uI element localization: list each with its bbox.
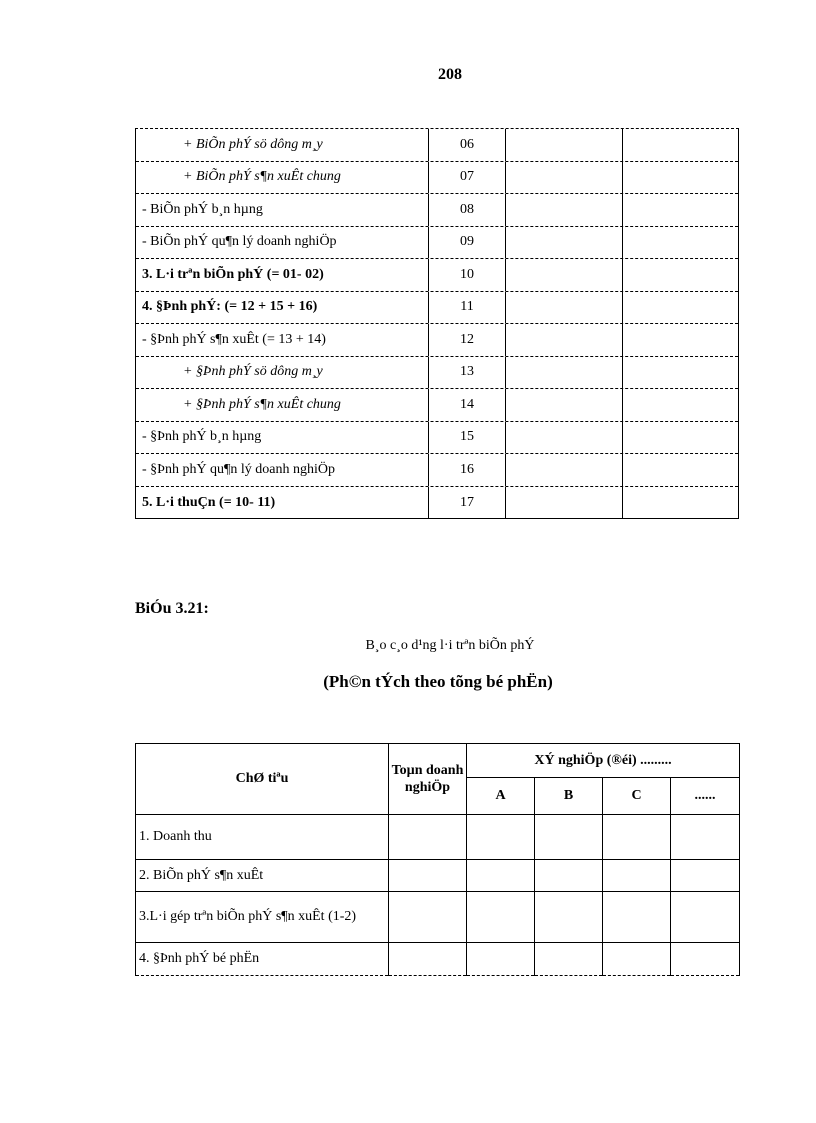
value-cell — [506, 227, 623, 259]
row-label: + §Þnh phÝ sö dông m¸y — [136, 357, 429, 389]
value-cell — [506, 129, 623, 161]
value-cell — [467, 860, 535, 892]
row-label: - §Þnh phÝ s¶n xuÊt (= 13 + 14) — [136, 324, 429, 356]
table-row — [136, 324, 738, 357]
row-code: 10 — [429, 259, 506, 291]
row-label: 3.L·i gép trªn biÕn phÝ s¶n xuÊt (1-2) — [136, 892, 389, 943]
value-cell — [623, 162, 738, 194]
row-label: - BiÕn phÝ qu¶n lý doanh nghiÖp — [136, 227, 429, 259]
table-row — [136, 487, 738, 520]
value-cell — [623, 227, 738, 259]
cost-report-table-continued — [135, 128, 739, 519]
value-cell — [603, 892, 671, 943]
value-cell — [389, 892, 467, 943]
value-cell — [623, 259, 738, 291]
row-label: 4. §Þnh phÝ bé phËn — [136, 943, 389, 976]
header-indicator: ChØ tiªu — [136, 744, 389, 815]
value-cell — [506, 422, 623, 454]
row-code: 07 — [429, 162, 506, 194]
subheader-a: A — [467, 778, 535, 815]
segment-report-table — [135, 743, 740, 976]
value-cell — [623, 292, 738, 324]
table-row — [136, 259, 738, 292]
table-row — [136, 129, 738, 162]
table-row — [136, 357, 738, 390]
value-cell — [506, 487, 623, 520]
row-code: 08 — [429, 194, 506, 226]
value-cell — [506, 324, 623, 356]
row-label: - §Þnh phÝ qu¶n lý doanh nghiÖp — [136, 454, 429, 486]
value-cell — [623, 357, 738, 389]
value-cell — [506, 259, 623, 291]
report-subtitle: (Ph©n tÝch theo tõng bé phËn) — [323, 672, 553, 691]
table-row — [136, 162, 738, 195]
row-label: + BiÕn phÝ s¶n xuÊt chung — [136, 162, 429, 194]
value-cell — [506, 162, 623, 194]
row-code: 14 — [429, 389, 506, 421]
row-label: - §Þnh phÝ b¸n hµng — [136, 422, 429, 454]
value-cell — [671, 892, 740, 943]
row-label: + BiÕn phÝ sö dông m¸y — [136, 129, 429, 161]
table-row — [136, 943, 740, 976]
table-row — [136, 227, 738, 260]
row-label: - BiÕn phÝ b¸n hµng — [136, 194, 429, 226]
row-code: 17 — [429, 487, 506, 520]
value-cell — [535, 943, 603, 976]
value-cell — [467, 892, 535, 943]
page-number: 208 — [438, 66, 462, 83]
value-cell — [389, 815, 467, 860]
table-row — [136, 860, 740, 892]
value-cell — [671, 943, 740, 976]
row-code: 16 — [429, 454, 506, 486]
row-label: 1. Doanh thu — [136, 815, 389, 860]
value-cell — [467, 815, 535, 860]
value-cell — [389, 860, 467, 892]
header-total: Toµn doanh nghiÖp — [389, 744, 467, 815]
row-code: 15 — [429, 422, 506, 454]
value-cell — [506, 389, 623, 421]
table-row — [136, 194, 738, 227]
value-cell — [506, 357, 623, 389]
value-cell — [623, 454, 738, 486]
row-label: 4. §Þnh phÝ: (= 12 + 15 + 16) — [136, 292, 429, 324]
row-label: 2. BiÕn phÝ s¶n xuÊt — [136, 860, 389, 892]
value-cell — [623, 194, 738, 226]
table-row — [136, 422, 738, 455]
row-code: 11 — [429, 292, 506, 324]
value-cell — [467, 943, 535, 976]
row-code: 12 — [429, 324, 506, 356]
row-label: + §Þnh phÝ s¶n xuÊt chung — [136, 389, 429, 421]
value-cell — [623, 487, 738, 520]
header-group: XÝ nghiÖp (®éi) ......... — [467, 744, 740, 778]
table-row — [136, 292, 738, 325]
report-title: B¸o c¸o d¹ng l·i trªn biÕn phÝ — [365, 638, 535, 653]
value-cell — [535, 892, 603, 943]
row-label: 5. L·i thuÇn (= 10- 11) — [136, 487, 429, 520]
value-cell — [535, 860, 603, 892]
section-heading: BiÓu 3.21: — [135, 600, 209, 617]
row-code: 13 — [429, 357, 506, 389]
value-cell — [603, 860, 671, 892]
subheader-more: ...... — [671, 778, 740, 815]
value-cell — [603, 943, 671, 976]
value-cell — [671, 815, 740, 860]
value-cell — [389, 943, 467, 976]
value-cell — [623, 324, 738, 356]
value-cell — [623, 389, 738, 421]
row-code: 09 — [429, 227, 506, 259]
table-row — [136, 389, 738, 422]
table-row — [136, 815, 740, 860]
row-code: 06 — [429, 129, 506, 161]
value-cell — [506, 292, 623, 324]
row-label: 3. L·i trªn biÕn phÝ (= 01- 02) — [136, 259, 429, 291]
table-row — [136, 454, 738, 487]
value-cell — [623, 422, 738, 454]
value-cell — [623, 129, 738, 161]
value-cell — [671, 860, 740, 892]
value-cell — [506, 194, 623, 226]
subheader-c: C — [603, 778, 671, 815]
value-cell — [506, 454, 623, 486]
value-cell — [535, 815, 603, 860]
table-row — [136, 892, 740, 943]
subheader-b: B — [535, 778, 603, 815]
value-cell — [603, 815, 671, 860]
